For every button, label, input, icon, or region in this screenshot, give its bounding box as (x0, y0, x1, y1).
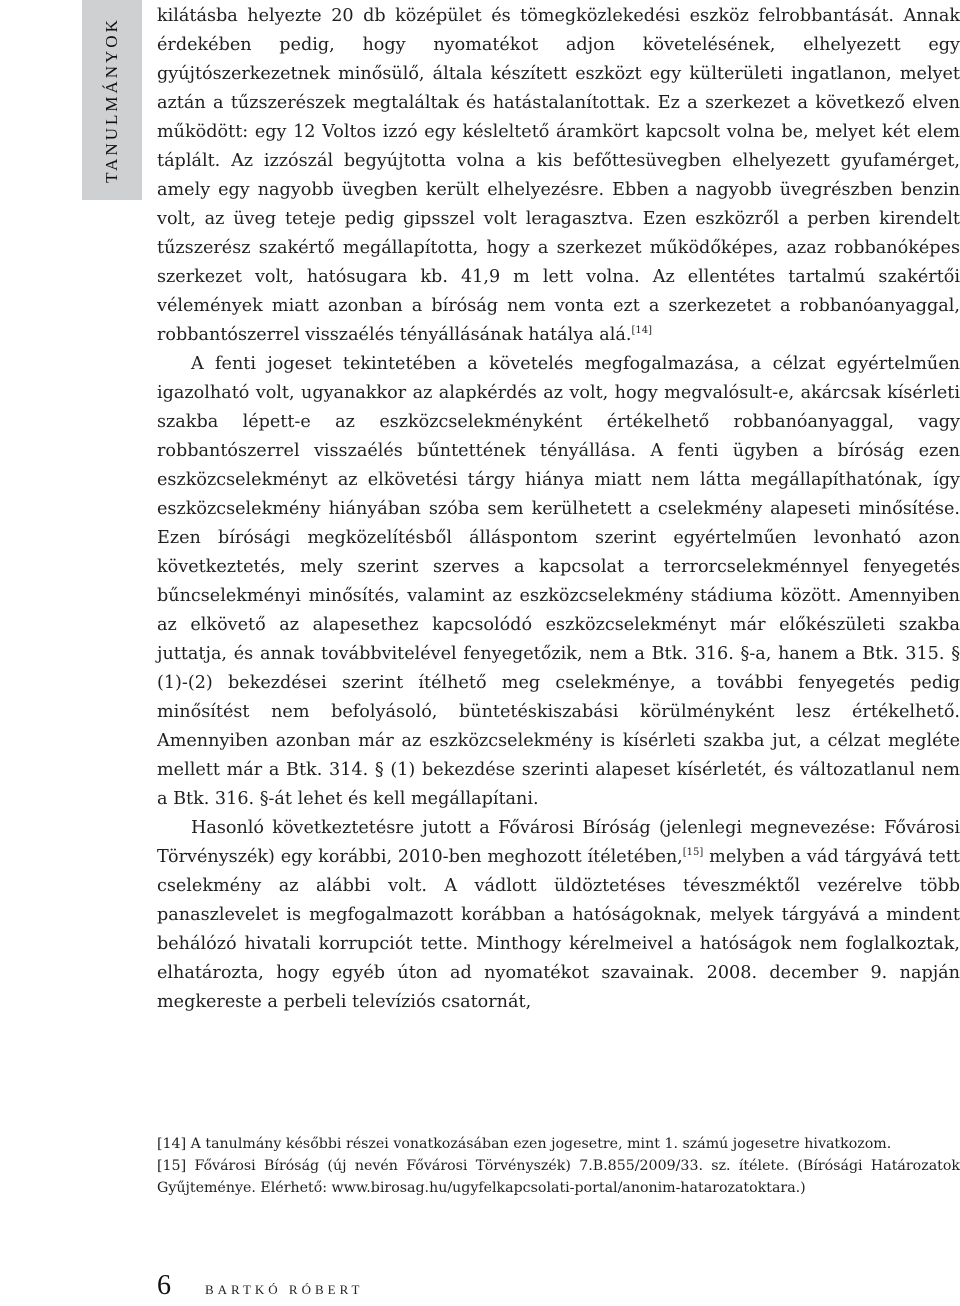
footnote-ref-14[interactable]: [14] (631, 325, 652, 337)
page-footer (157, 1270, 363, 1306)
footnote-15: [15] Fővárosi Bíróság (új nevén Fővárosi Törvényszék) 7.B.855/2009/33. sz. ítélete. (Bírósági Határozatok Gyűjteménye. Elérhető: www.birosag.hu/ugyfelkapcsolati-portal/anonim-hatarozatoktara.) (157, 1158, 960, 1196)
footnotes (157, 1133, 960, 1199)
article-body (157, 2, 960, 1017)
paragraph-3 (157, 814, 960, 1017)
page-number: 6 (157, 1270, 171, 1301)
paragraph-2: A fenti jogeset tekintetében a követelés megfogalmazása, a célzat egyértelműen igazolható volt, ugyanakkor az alapkérdés az volt, hogy megvalósult-e, akárcsak kísérleti szakba lépett-e az eszközcselekményként értékelhető robbanóanyaggal, vagy robbantószerrel visszaélés bűntettének tényállása. A fenti ügyben a bíróság ezen eszközcselekményt az elkövetési tárgy hiánya miatt nem látta megállapíthatónak, így eszközcselekmény hiányában szóba sem kerülhetett a cselekmény alapeseti minősítése. Ezen bírósági megközelítésből álláspontom szerint egyértelműen levonható azon következtetés, mely szerint szerves a kapcsolat a terrorcselekménnyel fenyegetés bűncselekményi minősítés, valamint az eszközcselekmény stádiuma között. Amennyiben az elkövető az alapesethez kapcsolódó eszközcselekményt már előkészületi szakba juttatja, és annak továbbvitelével fenyegetőzik, nem a Btk. 316. §-a, hanem a Btk. 315. § (1)-(2) bekezdései szerint ítélhető meg cselekménye, a további fenyegetés pedig minősítést nem befolyásoló, büntetéskiszabási körülményként lesz értékelhető. Amennyiben azonban már az eszközcselekmény is kísérleti szakba jut, a célzat megléte mellett már a Btk. 314. § (1) bekezdése szerinti alapeset kísérletét, és változatlanul nem a Btk. 316. §-át lehet és kell megállapítani. (157, 354, 960, 809)
footnote-ref-15[interactable]: [15] (682, 847, 704, 859)
paragraph-3-text-b: melyben a vád tárgyává tett cselekmény az alábbi volt. A vádlott üldöztetéses téveszméktől vezérelve több panaszlevelet is megfogalmazott korábban a hatóságoknak, melyek tárgyává a mindent behálózó hivatali korrupciót tette. Minthogy kérelmeivel a hatóságok nem foglalkoztak, elhatározta, hogy egyéb úton ad nyomatékot szavainak. 2008. december 9. napján megkereste a perbeli televíziós csatornát, (157, 847, 960, 1012)
paragraph-1 (157, 2, 960, 350)
section-tab-label: TANULMÁNYOK (102, 17, 121, 183)
paragraph-1-text: kilátásba helyezte 20 db középület és tömegközlekedési eszköz felrobbantását. Annak érdekében pedig, hogy nyomatékot adjon követelésének, elhelyezett egy gyújtószerkezetnek minősülő, általa készített eszközt egy külterületi ingatlanon, melyet aztán a tűzszerészek megtaláltak és hatástalanítottak. Ez a szerkezet a következő elven működött: egy 12 Voltos izzó egy késleltető áramkört kapcsolt volna be, melyet két elem táplált. Az izzószál begyújtotta volna a kis befőttesüvegben elhelyezett gyufamérget, amely egy nagyobb üvegben került elhelyezésre. Ebben a nagyobb üvegrészben benzin volt, az üveg teteje pedig gipsszel volt leragasztva. Ezen eszközről a perben kirendelt tűzszerész szakértő megállapította, hogy a szerkezet működőképes, azaz robbanóképes szerkezet volt, hatósugara kb. 41,9 m lett volna. Az ellentétes tartalmú szakértői vélemények miatt azonban a bíróság nem vonta ezt a szerkezetet a robbanóanyaggal, robbantószerrel visszaélés tényállásának hatálya alá. (157, 6, 960, 345)
author-name: BARTKÓ RÓBERT (205, 1282, 364, 1297)
section-tab (82, 0, 142, 200)
paragraph-3-text-a: Hasonló következtetésre jutott a Fővárosi Bíróság (jelenlegi megnevezése: Fővárosi Törvényszék) egy korábbi, 2010-ben meghozott ítéletében, (157, 818, 960, 867)
footnote-14: [14] A tanulmány későbbi részei vonatkozásában ezen jogesetre, mint 1. számú jogesetre hivatkozom. (157, 1136, 892, 1152)
